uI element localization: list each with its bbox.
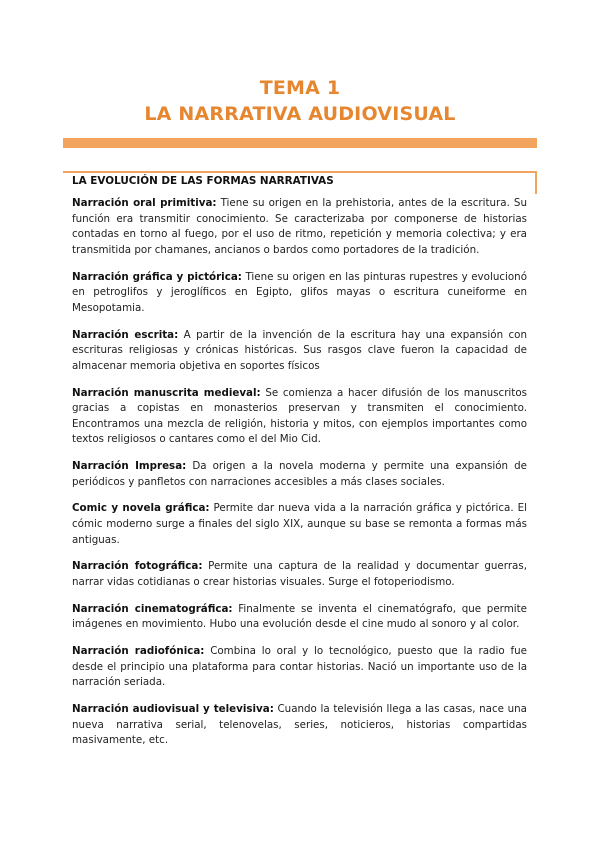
entry-fotografica [72, 559, 527, 590]
entry-term: Narración manuscrita medieval: [72, 386, 261, 399]
entry-text: Permite dar nueva vida a la narración gráfica y pictórica. El cómic moderno surge a finales del siglo XIX, aunque su base se remonta a formas más antiguas. [72, 502, 527, 546]
entry-text: Se comienza a hacer difusión de los manuscritos gracias a copistas en monasterios preservan y transmiten el conocimiento. Encontramos una mezcla de religión, historia y mitos, con ejemplos importantes como textos religiosos o cantares como el del Mio Cid. [72, 386, 527, 446]
entry-cinematografica [72, 602, 527, 633]
entry-radiofonica [72, 644, 527, 691]
decorative-bar [63, 138, 537, 148]
entry-term: Narración escrita: [72, 328, 179, 341]
entry-text: Tiene su origen en la prehistoria, antes de la escritura. Su función era transmitir conocimiento. Se caracterizaba por componerse de historias contadas en torno al fuego, por el uso de ritmo, repetición y memoria colectiva; y era transmitida por chamanes, ancianos o bardos como portadores de la tradición. [72, 197, 527, 256]
entry-text: Da origen a la novela moderna y permite una expansión de periódicos y panfletos con narraciones accesibles a más clases sociales. [72, 460, 528, 488]
entry-term: Narración audiovisual y televisiva: [72, 703, 274, 716]
entry-term: Narración Impresa: [72, 460, 187, 473]
entries-list [72, 196, 527, 760]
entry-text: Permite una captura de la realidad y documentar guerras, narrar vidas cotidianas o crear historias visuales. Surge el fotoperiodismo. [72, 560, 527, 588]
title-block [0, 75, 600, 127]
entry-oral-primitiva [72, 196, 527, 258]
entry-term: Narración fotográfica: [72, 560, 203, 573]
entry-term: Narración radiofónica: [72, 645, 205, 658]
title-topic-number: TEMA 1 [259, 77, 341, 99]
entry-text: Combina lo oral y lo tecnológico, puesto que la radio fue desde el principio una plataforma para contar historias. Nació un importante uso de la narración seriada. [72, 645, 527, 689]
entry-impresa [72, 459, 527, 490]
entry-text: A partir de la invención de la escritura hay una expansión con escrituras religiosas y crónicas históricas. Sus rasgos clave fueron la capacidad de almacenar memoria objetiva en soportes físicos [72, 328, 527, 372]
entry-text: Finalmente se inventa el cinematógrafo, que permite imágenes en movimiento. Hubo una evolución desde el cine mudo al sonoro y al color. [72, 602, 527, 631]
section-heading: LA EVOLUCIÓN DE LAS FORMAS NARRATIVAS [72, 175, 334, 187]
entry-term: Narración cinematográfica: [72, 602, 233, 615]
entry-grafica-pictorica [72, 270, 527, 317]
entry-escrita [72, 328, 527, 375]
entry-term: Narración oral primitiva: [72, 197, 217, 209]
entry-text: Cuando la televisión llega a las casas, nace una nueva narrativa serial, telenovelas, series, noticieros, historias compartidas masivamente, etc. [72, 703, 527, 747]
page-title: LA NARRATIVA AUDIOVISUAL [144, 103, 456, 125]
entry-comic-novela-grafica [72, 501, 527, 548]
entry-term: Narración gráfica y pictórica: [72, 270, 242, 283]
entry-audiovisual-televisiva [72, 702, 527, 749]
entry-term: Comic y novela gráfica: [72, 502, 210, 515]
entry-manuscrita-medieval [72, 386, 527, 448]
entry-text: Tiene su origen en las pinturas rupestres y evolucionó en petroglifos y jeroglíficos en Egipto, glifos mayas o escritura cuneiforme en Mesopotamia. [72, 270, 527, 314]
